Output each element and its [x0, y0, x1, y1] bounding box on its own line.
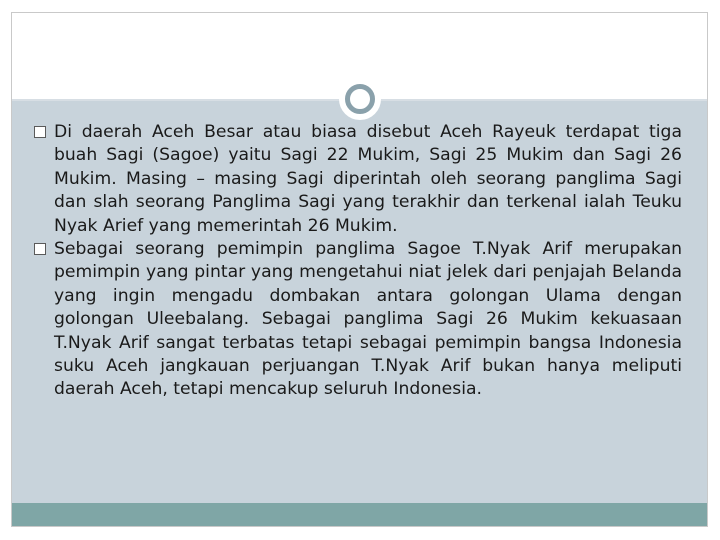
circle-ring-inner — [345, 84, 375, 114]
bullet-paragraph-2 — [34, 238, 682, 402]
circle-ring-icon — [339, 78, 381, 120]
bullet-text-1: Di daerah Aceh Besar atau biasa disebut Aceh Rayeuk terdapat tiga buah Sagi (Sagoe) yaitu Sagi 22 Mukim, Sagi 25 Mukim dan Sagi 26 Mukim. Masing – masing Sagi diperintah oleh seorang panglima Sagi dan slah seorang Panglima Sagi yang terakhir dan terkenal ialah Teuku Nyak Arief yang memerintah 26 Mukim. — [54, 122, 682, 236]
bullet-paragraph-1 — [34, 121, 682, 238]
hollow-square-bullet-icon — [34, 126, 46, 138]
bullet-text-2: Sebagai seorang pemimpin panglima Sagoe T.Nyak Arif merupakan pemimpin yang pintar yang mengetahui niat jelek dari penjajah Belanda yang ingin mengadu dombakan antara golongan Ulama dengan golongan Uleebalang. Sebagai panglima Sagi 26 Mukim kekuasaan T.Nyak Arif sangat terbatas tetapi sebagai pemimpin bangsa Indonesia suku Aceh jangkauan perjuangan T.Nyak Arif bukan hanya meliputi daerah Aceh, tetapi mencakup seluruh Indonesia. — [54, 239, 682, 400]
bullet-list — [34, 121, 682, 402]
hollow-square-bullet-icon — [34, 243, 46, 255]
slide-footer-bar — [12, 503, 707, 526]
